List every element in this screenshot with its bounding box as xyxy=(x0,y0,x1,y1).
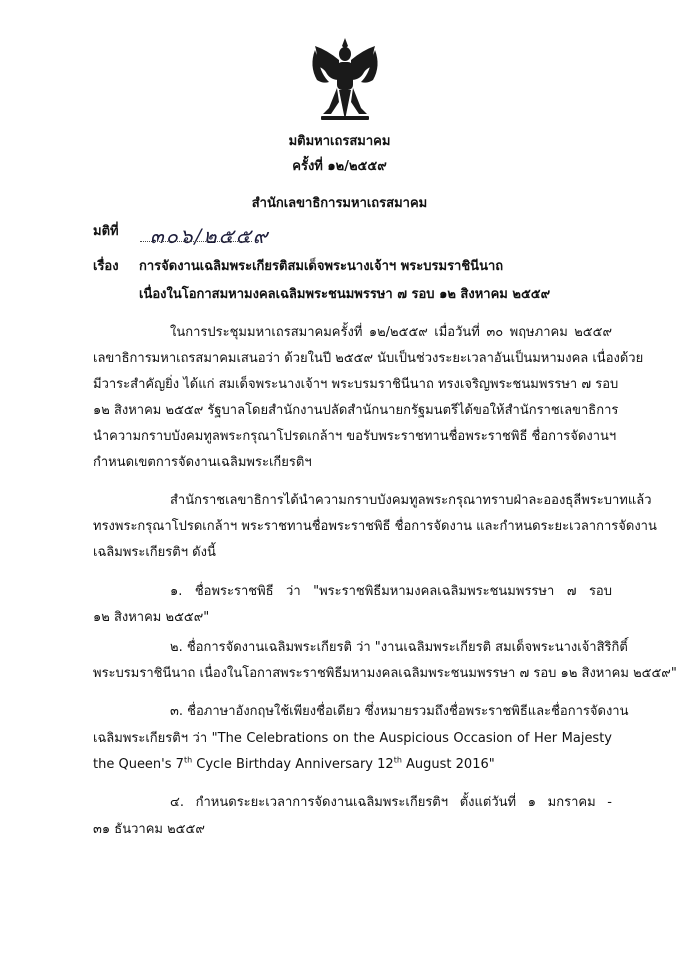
para1-line: เลขาธิการมหาเถรสมาคมเสนอว่า ด้วยในปี ๒๕๕๙ นับเป็นช่วงระยะเวลาอันเป็นมหามงคล เนื่องด้วย xyxy=(93,351,644,366)
para1-line: กำหนดเขตการจัดงานเฉลิมพระเกียรติฯ xyxy=(93,455,312,470)
item1-line: ๑. ชื่อพระราชพิธี ว่า "พระราชพิธีมหามงคลเฉลิมพระชนมพรรษา ๗ รอบ xyxy=(170,584,612,599)
para2-line: ทรงพระกรุณาโปรดเกล้าฯ พระราชทานชื่อพระราชพิธี ชื่อการจัดงาน และกำหนดระยะเวลาการจัดงาน xyxy=(93,519,657,534)
para1-line: มีวาระสำคัญยิ่ง ได้แก่ สมเด็จพระนางเจ้าฯ พระบรมราชินีนาถ ทรงเจริญพระชนมพรรษา ๗ รอบ xyxy=(93,377,619,392)
item4-line: ๓๑ ธันวาคม ๒๕๕๙ xyxy=(93,822,205,837)
para1-line: นำความกราบบังคมทูลพระกรุณาโปรดเกล้าฯ ขอรับพระราชทานชื่อพระราชพิธี ชื่อการจัดงานฯ xyxy=(93,429,617,444)
item2-line: ๒. ชื่อการจัดงานเฉลิมพระเกียรติ ว่า "งานเฉลิมพระเกียรติ สมเด็จพระนางเจ้าสิริกิติ์ xyxy=(170,640,628,655)
para2-line: เฉลิมพระเกียรติฯ ดังนี้ xyxy=(93,545,216,560)
issuing-office: สำนักเลขาธิการมหาเถรสมาคม xyxy=(251,196,428,211)
para2-line: สำนักราชเลขาธิการได้นำความกราบบังคมทูลพระกรุณาทราบฝ่าละอองธุลีพระบาทแล้ว xyxy=(170,493,652,508)
item3-line: ๓. ชื่อภาษาอังกฤษใช้เพียงชื่อเดียว ซึ่งหมายรวมถึงชื่อพระราชพิธีและชื่อการจัดงาน xyxy=(170,704,629,719)
item4-line: ๔. กำหนดระยะเวลาการจัดงานเฉลิมพระเกียรติฯ ตั้งแต่วันที่ ๑ มกราคม - xyxy=(170,795,612,810)
resolution-number: ๓๐๖/๒๕๕๙ xyxy=(150,224,270,248)
meeting-number: ครั้งที่ ๑๒/๒๕๕๙ xyxy=(292,159,387,174)
garuda-emblem-icon xyxy=(309,36,381,124)
para1-line: ในการประชุมมหาเถรสมาคมครั้งที่ ๑๒/๒๕๕๙ เมื่อวันที่ ๓๐ พฤษภาคม ๒๕๕๙ xyxy=(170,325,612,340)
para1-line: ๑๒ สิงหาคม ๒๕๕๙ รัฐบาลโดยสำนักงานปลัดสำนักนายกรัฐมนตรีได้ขอให้สำนักราชเลขาธิการ xyxy=(93,403,619,418)
item3-line-3: the Queen's 7th Cycle Birthday Anniversary 12th August 2016" xyxy=(93,755,495,772)
item2-line: พระบรมราชินีนาถ เนื่องในโอกาสพระราชพิธีมหามงคลเฉลิมพระชนมพรรษา ๗ รอบ ๑๒ สิงหาคม ๒๕๕๙" xyxy=(93,666,677,681)
resolution-underline xyxy=(140,241,252,242)
subject-line-2: เนื่องในโอกาสมหามงคลเฉลิมพระชนมพรรษา ๗ รอบ ๑๒ สิงหาคม ๒๕๕๙ xyxy=(139,287,551,302)
resolution-label: มติที่ xyxy=(93,224,119,239)
item1-line: ๑๒ สิงหาคม ๒๕๕๙" xyxy=(93,610,210,625)
subject-label: เรื่อง xyxy=(93,259,119,274)
subject-line-1: การจัดงานเฉลิมพระเกียรติสมเด็จพระนางเจ้าฯ พระบรมราชินีนาถ xyxy=(139,259,504,274)
header-title: มติมหาเถรสมาคม xyxy=(288,134,391,149)
item3-line: เฉลิมพระเกียรติฯ ว่า "The Celebrations on the Auspicious Occasion of Her Majesty xyxy=(93,731,612,746)
